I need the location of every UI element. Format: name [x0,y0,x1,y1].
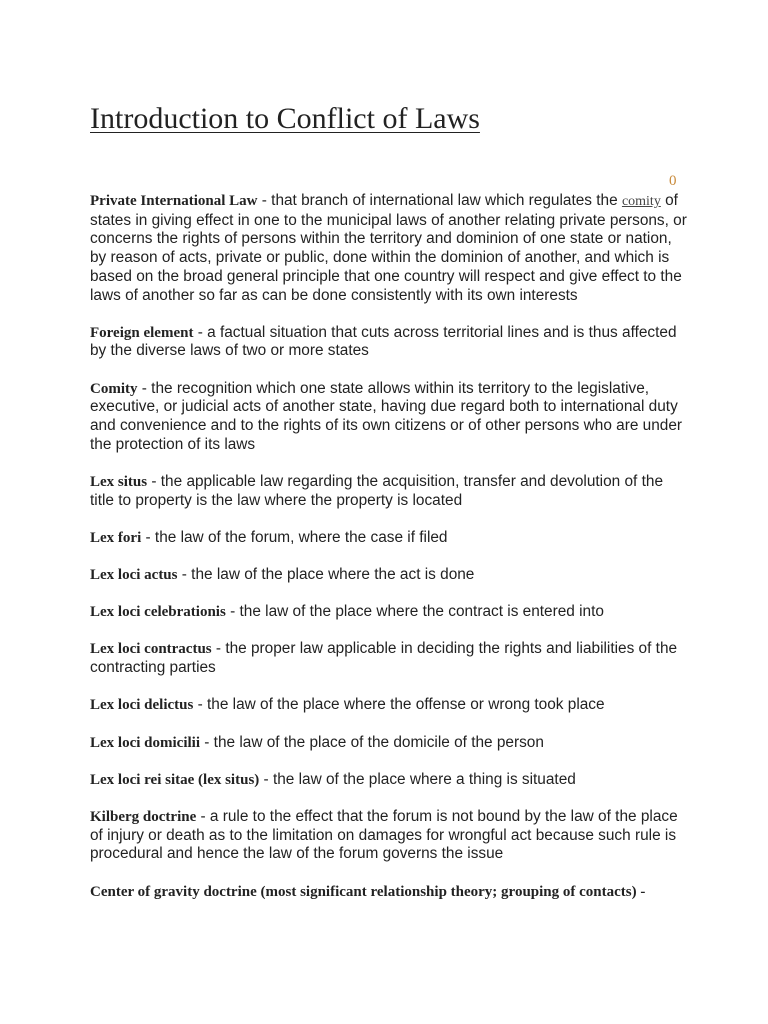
definition-entry [90,640,690,677]
page-title: Introduction to Conflict of Laws [90,102,480,135]
definition-entry [90,808,690,864]
definition-term: Lex situs [90,473,148,490]
definition-text: - the applicable law regarding the acquisition, transfer and devolution of the title to property is the law where the property is located [90,472,664,509]
definition-text: - the law of the place where a thing is situated [259,770,576,788]
definition-entry [90,771,690,790]
definition-entry [90,883,690,902]
definition-term: Lex loci contractus [90,641,212,658]
definition-text: of states in giving effect in one to the municipal laws of another relating private persons, or concerns the rights of persons within the territory and dominion of one state or nation, by reason of acts, private or public, done within the dominion of another, and which is based on the broad general principle that one country will respect and give effect to the laws of another so far as can be done consistently with its own interests [90,192,687,304]
definition-term: Center of gravity doctrine (most significant relationship theory; grouping of contacts) - [90,883,646,900]
definition-term: Lex loci celebrationis [90,604,226,621]
definition-term: Lex loci delictus [90,697,194,714]
definition-term: Lex fori [90,529,142,546]
definition-text: - the recognition which one state allows within its territory to the legislative, executive, or judicial acts of another state, having due regard both to international duty and convenience and to the rights of its own citizens or of other persons who are under the protection of its laws [90,379,683,453]
definition-term: Private International Law [90,193,258,209]
definition-term: Lex loci rei sitae (lex situs) [90,771,260,788]
definitions-list [90,192,690,920]
definition-text: - a factual situation that cuts across territorial lines and is thus affected by the diverse laws of two or more states [90,323,677,360]
definition-text: - the law of the place where the act is done [177,566,475,584]
definition-text: - the law of the place where the offense or wrong took place [193,696,605,714]
definition-term: Lex loci actus [90,567,178,584]
definition-entry [90,603,690,622]
definition-term: Kilberg doctrine [90,808,197,825]
definition-text: - the law of the place where the contract is entered into [225,603,604,621]
definition-entry [90,473,690,510]
definition-text: - a rule to the effect that the forum is not bound by the law of the place of injury or death as to the limitation on damages for wrongful act because such rule is procedural and hence the law of the forum governs the issue [90,807,678,863]
comment-counter[interactable]: 0 [669,173,677,189]
definition-entry [90,529,690,548]
definition-term: Lex loci domicilii [90,734,200,751]
definition-entry [90,734,690,753]
definition-text: - the law of the forum, where the case if filed [141,528,448,546]
definition-entry [90,566,690,585]
definition-entry [90,696,690,715]
definition-text: - the proper law applicable in deciding the rights and liabilities of the contracting parties [90,640,678,677]
definition-entry [90,324,690,361]
definition-term: Foreign element [90,324,194,341]
definition-text: - that branch of international law which regulates the [257,192,622,209]
definition-term: Comity [90,380,138,397]
definition-entry [90,192,690,305]
definition-entry [90,380,690,455]
definition-text: - the law of the place of the domicile of the person [200,733,544,751]
comity-link[interactable]: comity [621,194,661,209]
